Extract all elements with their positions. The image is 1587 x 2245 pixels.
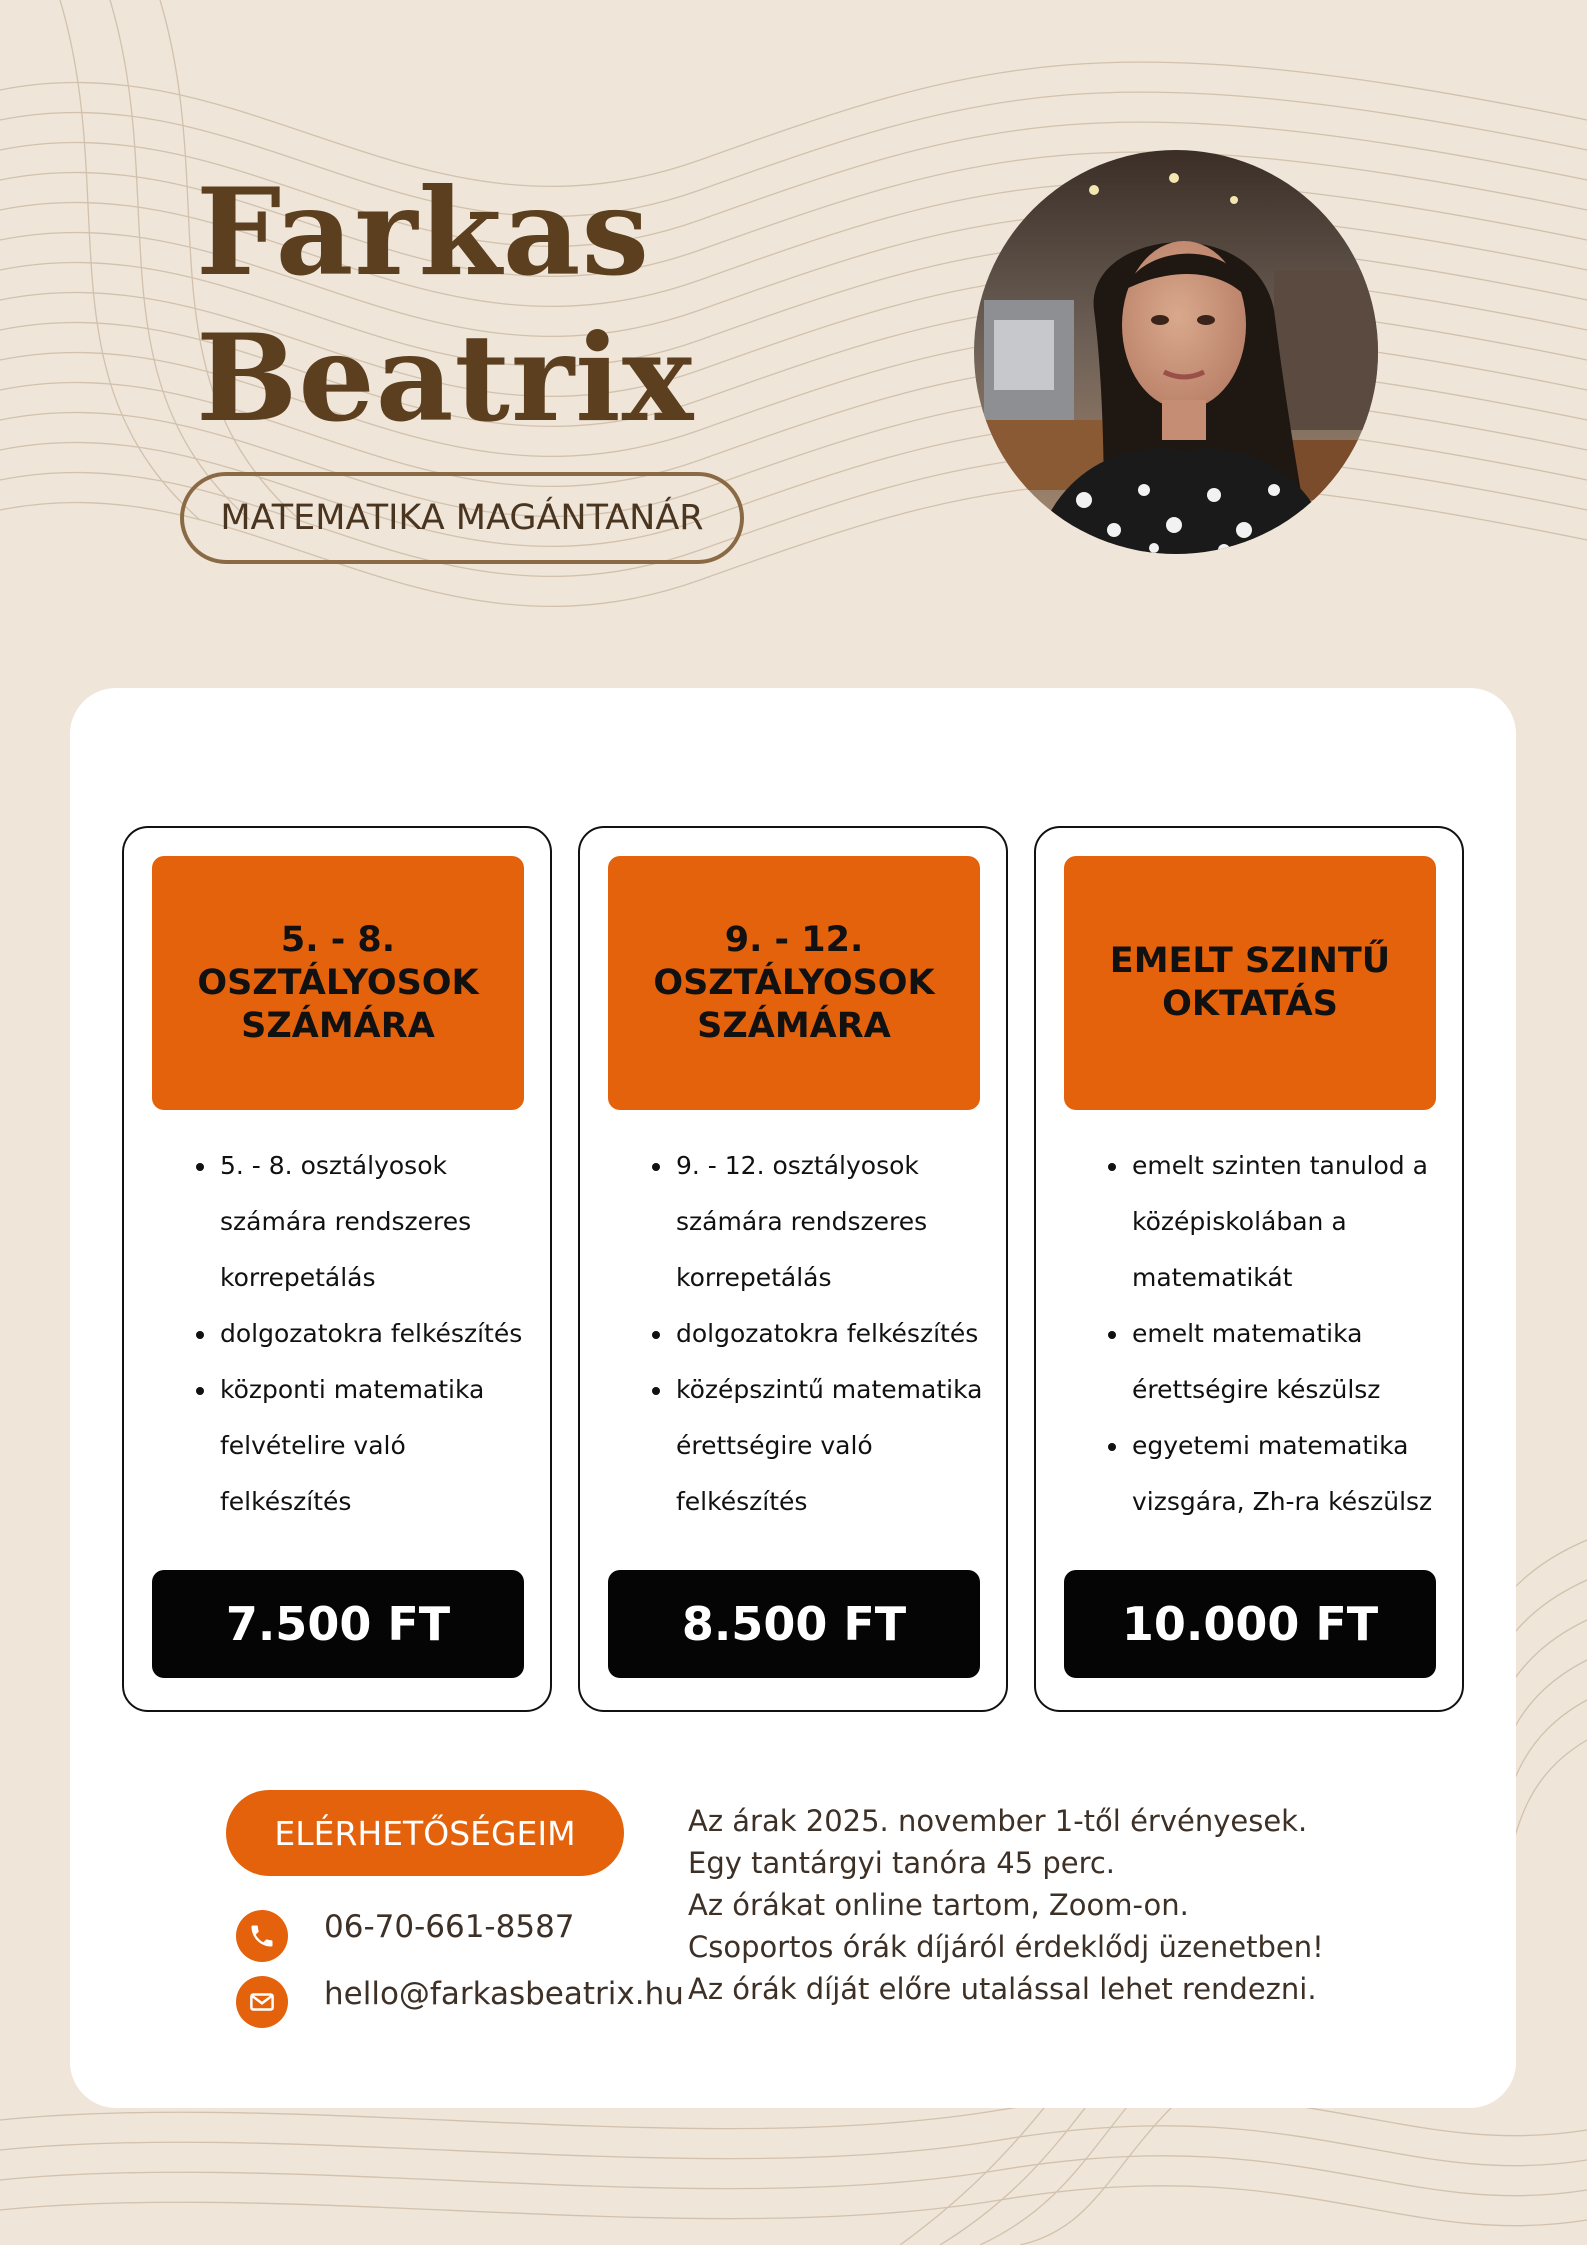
email-address[interactable]: hello@farkasbeatrix.hu — [324, 1976, 684, 2012]
note-line: Az árak 2025. november 1-től érvényesek. — [688, 1804, 1308, 1838]
list-item: • központi matematika felvételire való felkészítés — [218, 1362, 534, 1530]
card-feature-list — [640, 1138, 990, 1530]
list-item: • 5. - 8. osztályosok számára rendszeres korrepetálás — [218, 1138, 534, 1306]
price-tag: 8.500 FT — [608, 1570, 980, 1678]
note-line: Az órákat online tartom, Zoom-on. — [688, 1888, 1189, 1922]
pricing-card — [122, 826, 552, 1712]
card-title: 9. - 12. OSZTÁLYOSOK SZÁMÁRA — [608, 856, 980, 1110]
list-item: • emelt szinten tanulod a középiskolában a matematikát — [1130, 1138, 1446, 1306]
list-item: • dolgozatokra felkészítés — [674, 1306, 990, 1362]
teacher-name — [196, 160, 694, 452]
pricing-card — [578, 826, 1008, 1712]
pricing-card — [1034, 826, 1464, 1712]
phone-icon — [236, 1910, 288, 1962]
role-label: MATEMATIKA MAGÁNTANÁR — [220, 498, 704, 538]
list-item: • 9. - 12. osztályosok számára rendszeres korrepetálás — [674, 1138, 990, 1306]
card-title: 5. - 8. OSZTÁLYOSOK SZÁMÁRA — [152, 856, 524, 1110]
note-line: Csoportos órák díjáról érdeklődj üzenetben! — [688, 1930, 1324, 1964]
profile-photo-image — [974, 150, 1378, 554]
list-item: • dolgozatokra felkészítés — [218, 1306, 534, 1362]
price-tag: 7.500 FT — [152, 1570, 524, 1678]
phone-number[interactable]: 06-70-661-8587 — [324, 1909, 575, 1945]
note-line: Az órák díját előre utalással lehet rendezni. — [688, 1972, 1317, 2006]
list-item: • középszintű matematika érettségire való felkészítés — [674, 1362, 990, 1530]
first-name: Farkas — [196, 162, 651, 303]
profile-photo — [974, 150, 1378, 554]
list-item: • egyetemi matematika vizsgára, Zh-ra készülsz — [1130, 1418, 1446, 1530]
contacts-button-label: ELÉRHETŐSÉGEIM — [274, 1813, 576, 1853]
role-badge — [180, 472, 744, 564]
envelope-icon — [236, 1976, 288, 2028]
note-line: Egy tantárgyi tanóra 45 perc. — [688, 1846, 1116, 1880]
contacts-button[interactable] — [226, 1790, 624, 1876]
card-title: EMELT SZINTŰ OKTATÁS — [1064, 856, 1436, 1110]
price-tag: 10.000 FT — [1064, 1570, 1436, 1678]
pricing-notes — [688, 1800, 1488, 2010]
card-feature-list — [184, 1138, 534, 1530]
last-name: Beatrix — [196, 308, 695, 449]
list-item: • emelt matematika érettségire készülsz — [1130, 1306, 1446, 1418]
card-feature-list — [1096, 1138, 1446, 1530]
